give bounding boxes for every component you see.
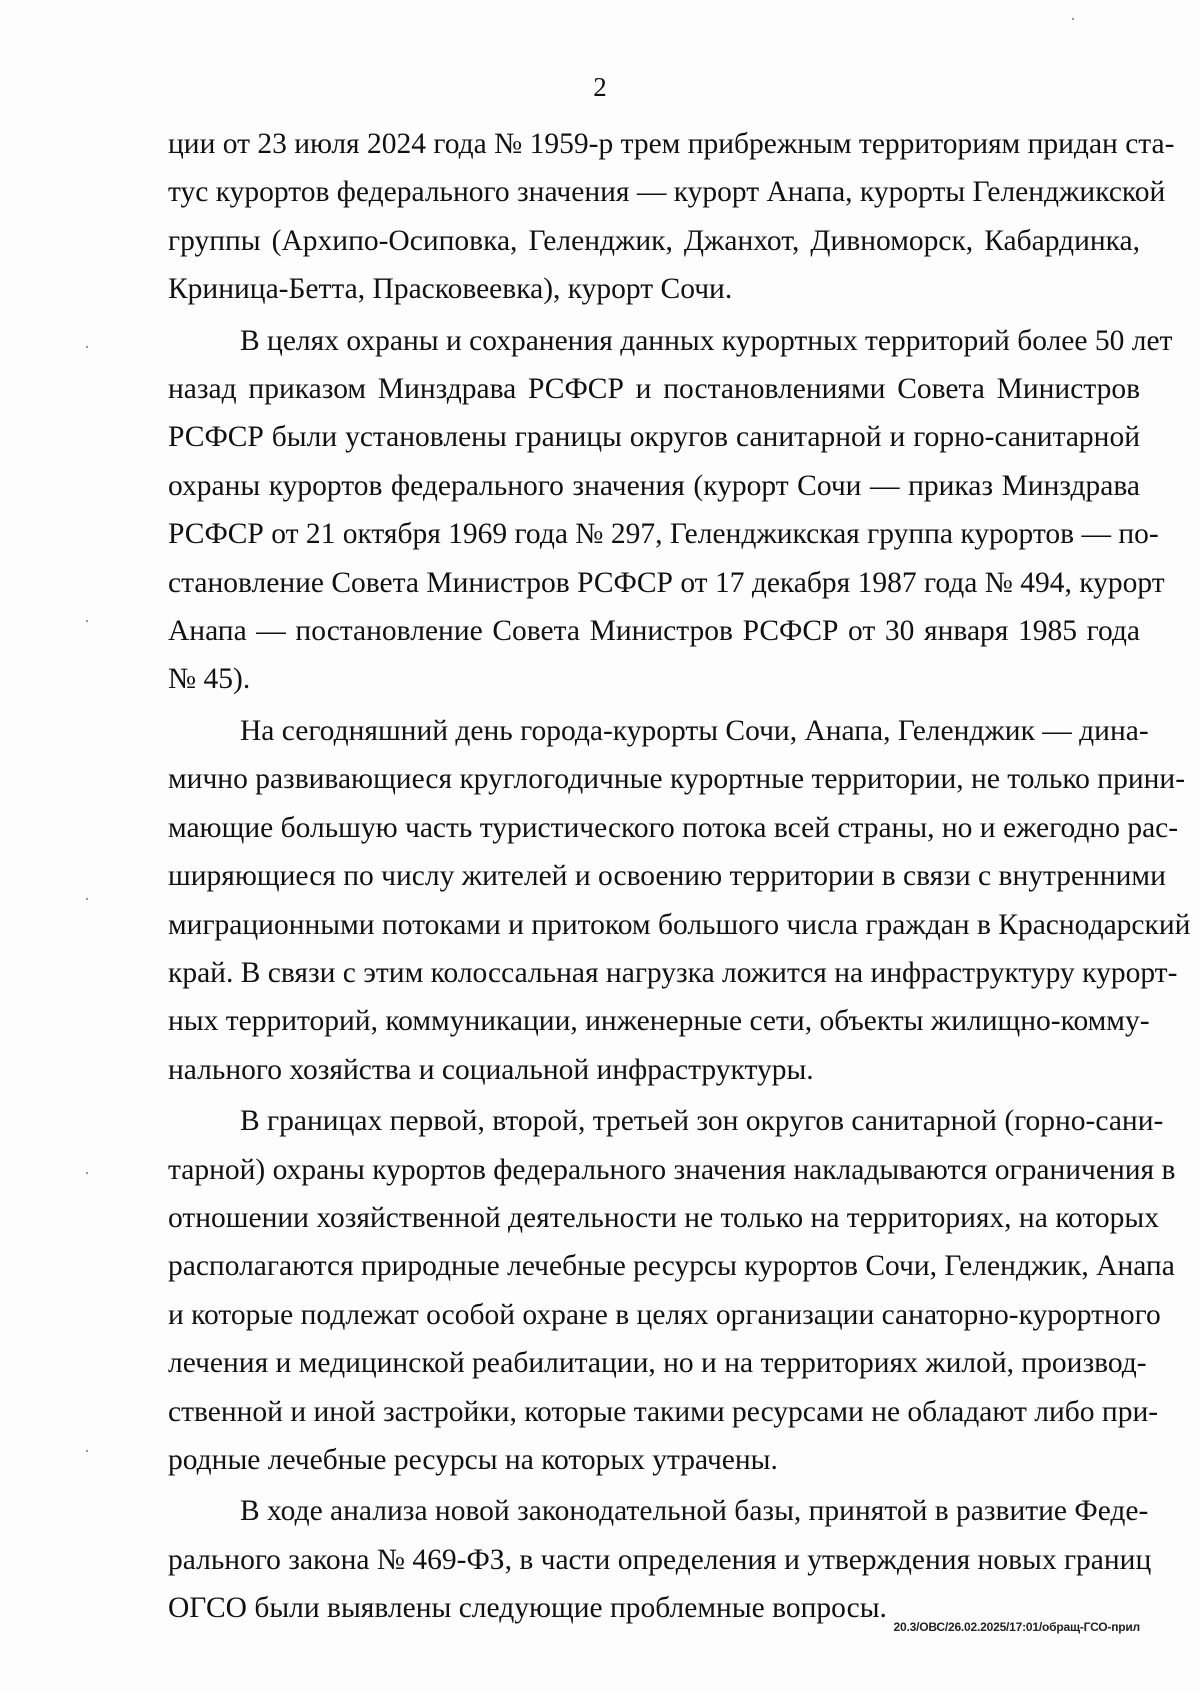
text-line: Анапа — постановление Совета Министров РСФСР от 30 января 1985 года (168, 615, 1140, 648)
text-line: ОГСО были выявлены следующие проблемные вопросы. (168, 1592, 887, 1625)
text-line: назад приказом Минздрава РСФСР и постановлениями Совета Министров (168, 373, 1140, 406)
paragraph (168, 1487, 1152, 1632)
text-line: охраны курортов федерального значения (курорт Сочи — приказ Минздрава (168, 469, 1140, 502)
text-line: РСФСР от 21 октября 1969 года № 297, Геленджикская группа курортов — по- (168, 518, 1159, 551)
text-line: родные лечебные ресурсы на которых утрачены. (168, 1443, 778, 1476)
paragraph (168, 1097, 1176, 1484)
text-line: тус курортов федерального значения — курорт Анапа, курорты Геленджикской (168, 176, 1166, 209)
text-line: РСФСР были установлены границы округов санитарной и горно-санитарной (168, 421, 1140, 454)
text-line: лечения и медицинской реабилитации, но и на территориях жилой, производ- (168, 1347, 1147, 1380)
text-line: край. В связи с этим колоссальная нагрузка ложится на инфраструктуру курорт- (168, 956, 1178, 989)
text-line: В ходе анализа новой законодательной базы, принятой в развитие Феде- (240, 1495, 1149, 1528)
paragraph (168, 707, 1191, 1094)
text-line: ственной и иной застройки, которые такими ресурсами не обладают либо при- (168, 1395, 1159, 1428)
text-line: рального закона № 469-ФЗ, в части определения и утверждения новых границ (168, 1543, 1152, 1576)
text-line: ширяющиеся по числу жителей и освоению территории в связи с внутренними (168, 860, 1166, 893)
text-line: группы (Архипо-Осиповка, Геленджик, Джанхот, Дивноморск, Кабардинка, (168, 224, 1140, 257)
scan-speck (86, 620, 88, 622)
text-line: мично развивающиеся круглогодичные курортные территории, не только прини- (168, 763, 1186, 796)
text-line: и которые подлежат особой охране в целях организации санаторно-курортного (168, 1298, 1161, 1331)
text-line: На сегодняшний день города-курорты Сочи, Анапа, Геленджик — дина- (240, 714, 1149, 747)
text-line: располагаются природные лечебные ресурсы курортов Сочи, Геленджик, Анапа (168, 1250, 1175, 1283)
text-line: становление Совета Министров РСФСР от 17 декабря 1987 года № 494, курорт (168, 566, 1165, 599)
text-line: ции от 23 июля 2024 года № 1959-р трем прибрежным территориям придан ста- (168, 128, 1175, 160)
text-line: В границах первой, второй, третьей зон округов санитарной (горно-сани- (240, 1105, 1164, 1138)
scan-speck (86, 1450, 88, 1452)
scan-speck (86, 1172, 88, 1174)
paragraph (168, 317, 1173, 704)
text-line: № 45). (168, 663, 251, 696)
text-line: миграционными потоками и притоком большого числа граждан в Краснодарский (168, 908, 1191, 941)
text-line: Криница-Бетта, Прасковеевка), курорт Сочи. (168, 273, 733, 306)
scan-speck (86, 346, 88, 348)
paragraph (168, 120, 1175, 314)
scan-speck (1072, 18, 1074, 20)
body-text (168, 120, 1191, 1633)
document-registration-code: 20.3/ОВС/26.02.2025/17:01/обращ-ГСО-прил (893, 1620, 1140, 1634)
text-line: тарной) охраны курортов федерального значения накладываются ограничения в (168, 1153, 1176, 1186)
text-line: ных территорий, коммуникации, инженерные сети, объекты жилищно-комму- (168, 1005, 1150, 1038)
text-line: нального хозяйства и социальной инфраструктуры. (168, 1053, 814, 1086)
scan-speck (86, 898, 88, 900)
text-line: отношении хозяйственной деятельности не только на территориях, на которых (168, 1201, 1159, 1234)
page-number: 2 (593, 72, 607, 102)
text-line: мающие большую часть туристического потока всей страны, но и ежегодно рас- (168, 811, 1179, 844)
text-line: В целях охраны и сохранения данных курортных территорий более 50 лет (240, 324, 1173, 357)
